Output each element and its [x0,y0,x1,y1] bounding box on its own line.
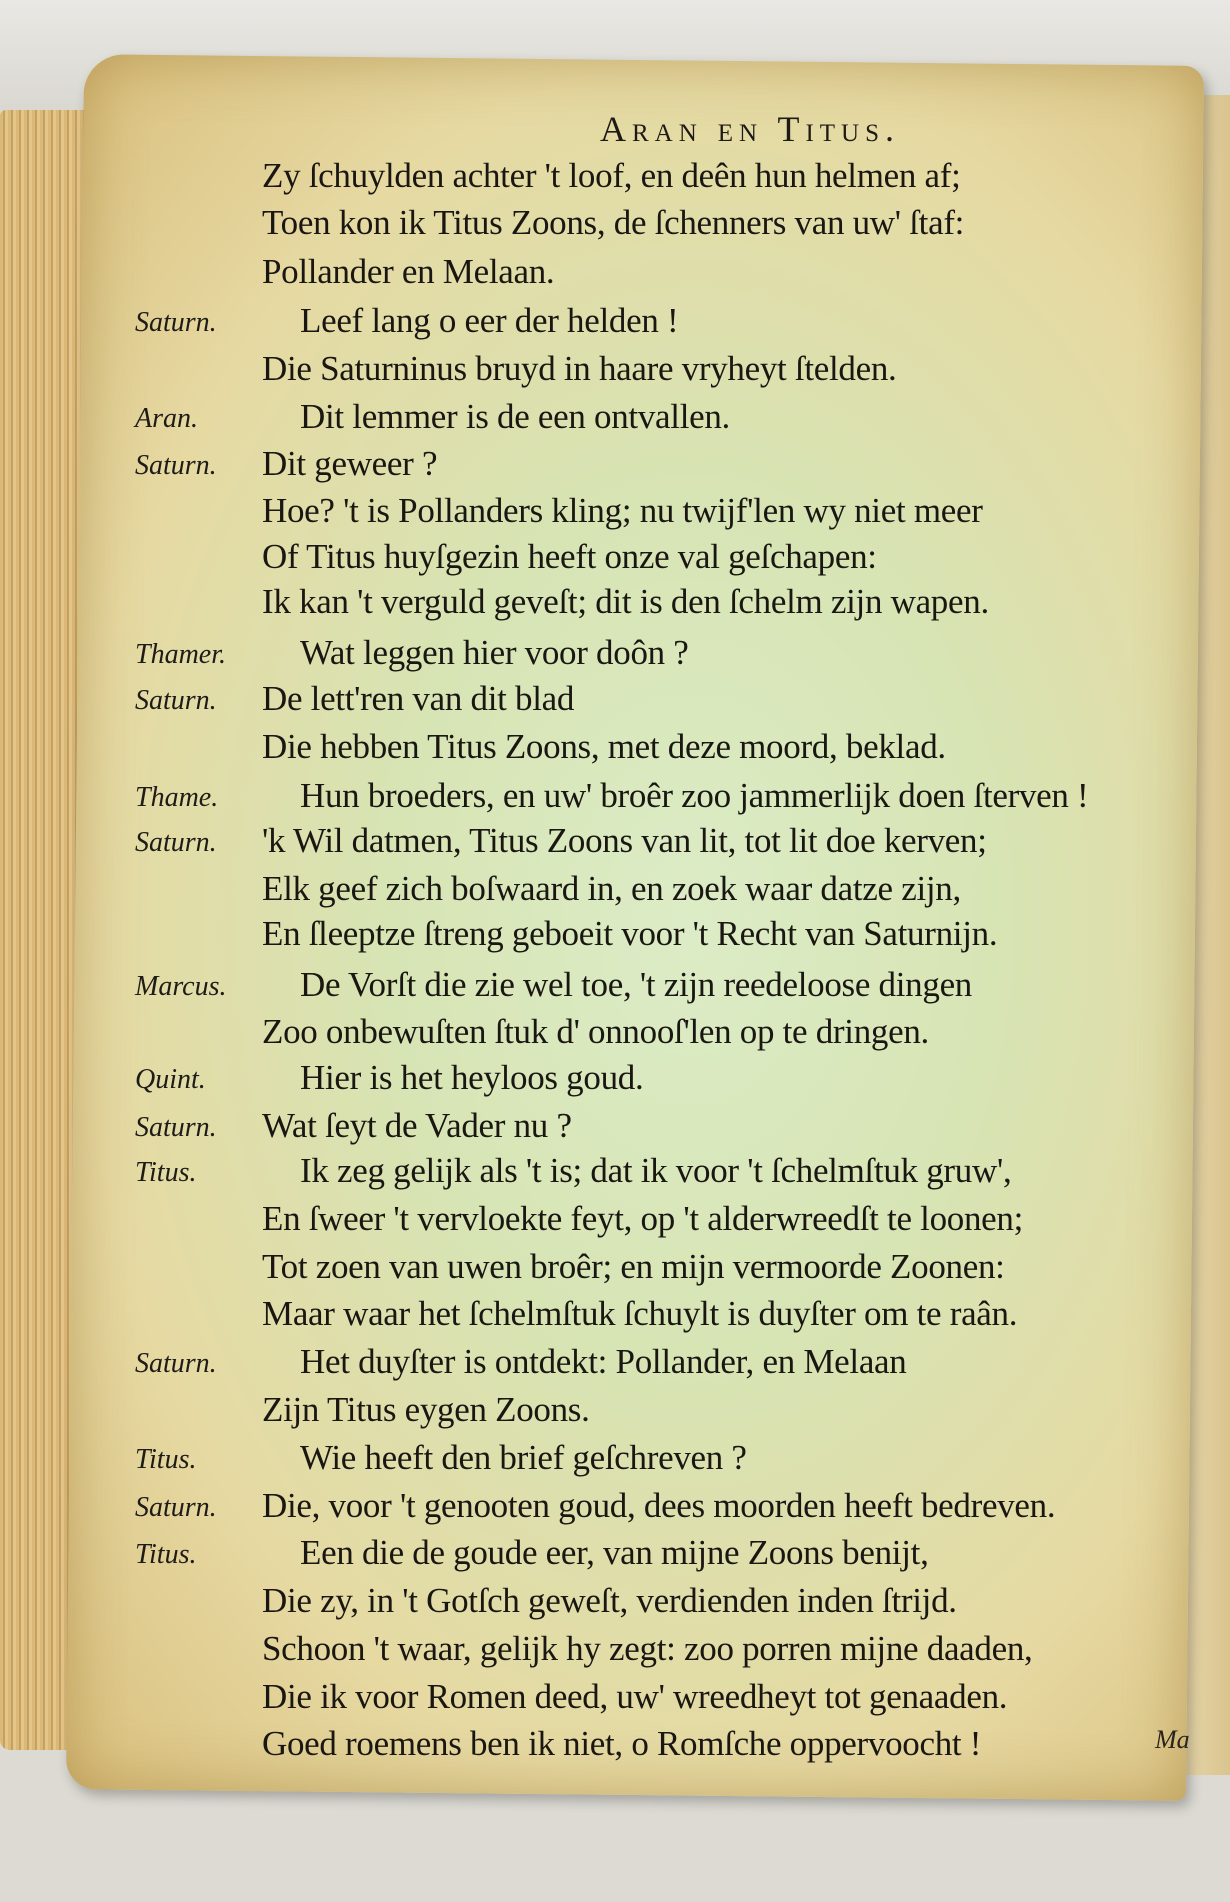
verse-line: Pollander en Melaan. [262,252,555,291]
verse-line: Wie heeft den brief geſchreven ? [300,1438,747,1477]
speaker-label: Thamer. [135,639,227,670]
verse-line: 'k Wil datmen, Titus Zoons van lit, tot lit doe kerven; [262,821,987,860]
verse-line: Die, voor 't genooten goud, dees moorden heeft bedreven. [262,1486,1056,1525]
verse-line: De lett'ren van dit blad [262,679,575,718]
verse-line: Maar waar het ſchelmſtuk ſchuylt is duyſter om te raân. [262,1294,1018,1333]
running-head: Aran en Titus. [600,109,901,149]
verse-line: En ſweer 't vervloekte feyt, op 't alderwreedſt te loonen; [262,1199,1024,1238]
verse-line: Zijn Titus eygen Zoons. [262,1390,590,1429]
speaker-label: Marcus. [135,971,227,1002]
verse-line: Die zy, in 't Gotſch geweſt, verdienden inden ſtrijd. [262,1581,957,1620]
verse-line: Leef lang o eer der helden ! [300,301,679,340]
speaker-label: Saturn. [135,1492,217,1523]
verse-line: En ſleeptze ſtreng geboeit voor 't Recht van Saturnijn. [262,914,998,953]
speaker-label: Saturn. [135,1112,217,1143]
speaker-label: Thame. [135,782,219,813]
verse-line: Wat ſeyt de Vader nu ? [262,1106,572,1145]
verse-line: Die hebben Titus Zoons, met deze moord, beklad. [262,727,946,766]
verse-line: Dit geweer ? [262,444,438,483]
verse-line: De Vorſt die zie wel toe, 't zijn reedeloose dingen [300,965,973,1004]
speaker-label: Saturn. [135,685,217,716]
verse-line: Elk geef zich boſwaard in, en zoek waar datze zijn, [262,869,961,908]
speaker-label: Titus. [135,1539,197,1570]
speaker-label: Titus. [135,1444,197,1475]
verse-line: Zy ſchuylden achter 't loof, en deên hun helmen af; [262,156,961,195]
verse-line: Hier is het heyloos goud. [300,1058,644,1097]
verse-line: Schoon 't waar, gelijk hy zegt: zoo porren mijne daaden, [262,1629,1033,1668]
verse-line: Het duyſter is ontdekt: Pollander, en Melaan [300,1342,907,1381]
verse-line: Hoe? 't is Pollanders kling; nu twijf'len wy niet meer [262,491,983,530]
verse-line: Ik zeg gelijk als 't is; dat ik voor 't ſchelmſtuk gruw', [300,1151,1012,1190]
speaker-label: Saturn. [135,827,217,858]
verse-line: Hun broeders, en uw' broêr zoo jammerlijk doen ſterven ! [300,776,1089,815]
verse-line: Dit lemmer is de een ontvallen. [300,397,731,436]
speaker-label: Saturn. [135,307,217,338]
verse-line: Zoo onbewuſten ſtuk d' onnooſ'len op te dringen. [262,1012,929,1051]
verse-line: Wat leggen hier voor doôn ? [300,633,689,672]
verse-line: Die ik voor Romen deed, uw' wreedheyt tot genaaden. [262,1677,1008,1716]
speaker-label: Aran. [135,403,198,434]
speaker-label: Saturn. [135,450,217,481]
verse-line: Tot zoen van uwen broêr; en mijn vermoorde Zoonen: [262,1247,1005,1286]
verse-line: Ik kan 't verguld geveſt; dit is den ſchelm zijn wapen. [262,582,989,621]
speaker-label: Saturn. [135,1348,217,1379]
verse-line: Die Saturninus bruyd in haare vryheyt ſtelden. [262,349,897,388]
catchword: Ma [1155,1725,1190,1754]
verse-line: Goed roemens ben ik niet, o Romſche oppervoocht ! [262,1724,982,1763]
verse-line: Of Titus huyſgezin heeft onze val geſchapen: [262,537,877,576]
speaker-label: Titus. [135,1157,197,1188]
verse-line: Toen kon ik Titus Zoons, de ſchenners van uw' ſtaf: [262,203,965,242]
verse-line: Een die de goude eer, van mijne Zoons benijt, [300,1533,929,1572]
speaker-label: Quint. [135,1064,206,1095]
